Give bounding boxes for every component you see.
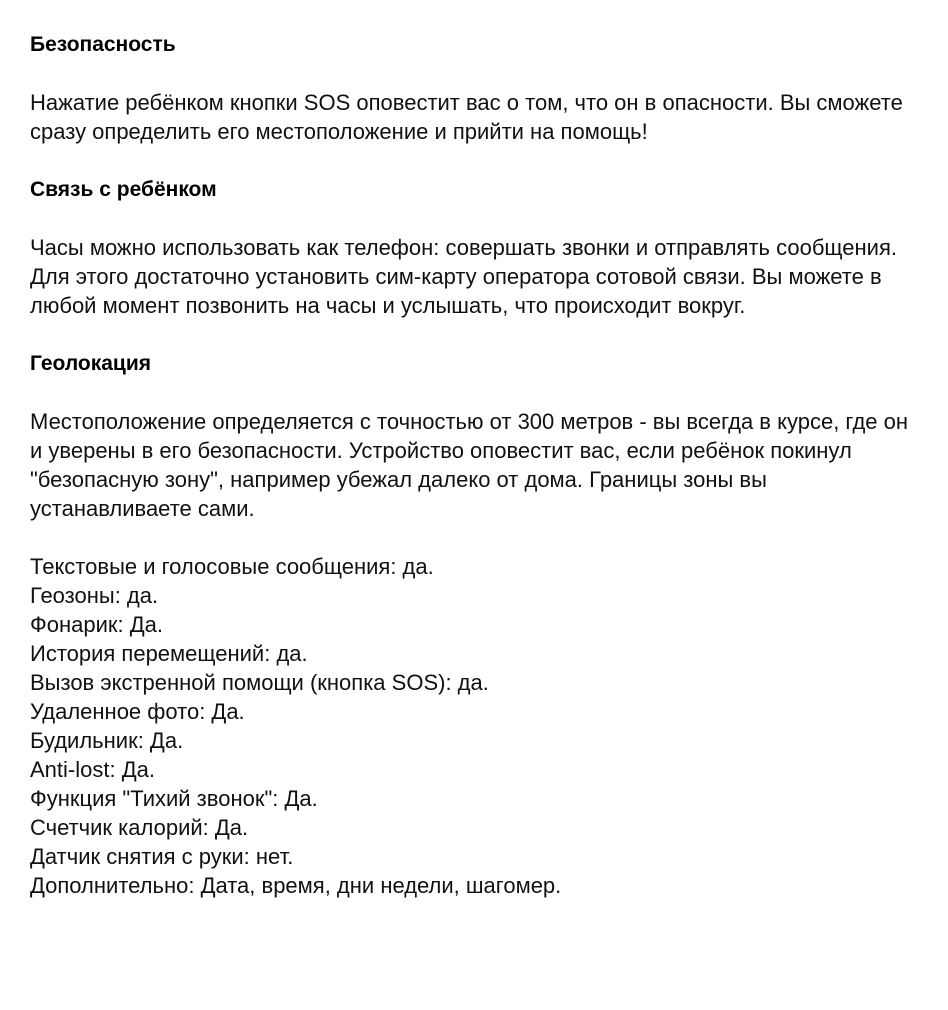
spacer xyxy=(30,523,920,552)
feature-item: Функция "Тихий звонок": Да. xyxy=(30,786,318,811)
feature-item: Дополнительно: Дата, время, дни недели, шагомер. xyxy=(30,873,562,898)
section-text-communication: Часы можно использовать как телефон: совершать звонки и отправлять сообщения. Для этого достаточно установить сим-карту оператора сотовой связи. Вы можете в любой момент позвонить на часы и услышать, что происходит вокруг. xyxy=(30,235,897,318)
feature-item: Текстовые и голосовые сообщения: да. xyxy=(30,554,434,579)
feature-item: Будильник: Да. xyxy=(30,728,184,753)
section-text-safety: Нажатие ребёнком кнопки SOS оповестит вас о том, что он в опасности. Вы сможете сразу определить его местоположение и прийти на помощь! xyxy=(30,90,903,144)
feature-item: Вызов экстренной помощи (кнопка SOS): да. xyxy=(30,670,489,695)
feature-item: Счетчик калорий: Да. xyxy=(30,815,249,840)
feature-item: Фонарик: Да. xyxy=(30,612,163,637)
spacer xyxy=(30,320,920,349)
product-description xyxy=(30,30,920,900)
feature-item: Удаленное фото: Да. xyxy=(30,699,245,724)
section-text-geolocation: Местоположение определяется с точностью от 300 метров - вы всегда в курсе, где он и уверены в его безопасности. Устройство оповестит вас, если ребёнок покинул "безопасную зону", например убежал далеко от дома. Границы зоны вы устанавливаете сами. xyxy=(30,409,909,521)
feature-item: Датчик снятия с руки: нет. xyxy=(30,844,294,869)
features-list xyxy=(30,552,920,900)
spacer xyxy=(30,59,920,88)
spacer xyxy=(30,378,920,407)
spacer xyxy=(30,204,920,233)
feature-item: Anti-lost: Да. xyxy=(30,757,155,782)
section-title-safety: Безопасность xyxy=(30,33,176,56)
section-title-communication: Связь с ребёнком xyxy=(30,178,217,201)
section-title-geolocation: Геолокация xyxy=(30,352,151,375)
spacer xyxy=(30,146,920,175)
feature-item: История перемещений: да. xyxy=(30,641,308,666)
feature-item: Геозоны: да. xyxy=(30,583,159,608)
